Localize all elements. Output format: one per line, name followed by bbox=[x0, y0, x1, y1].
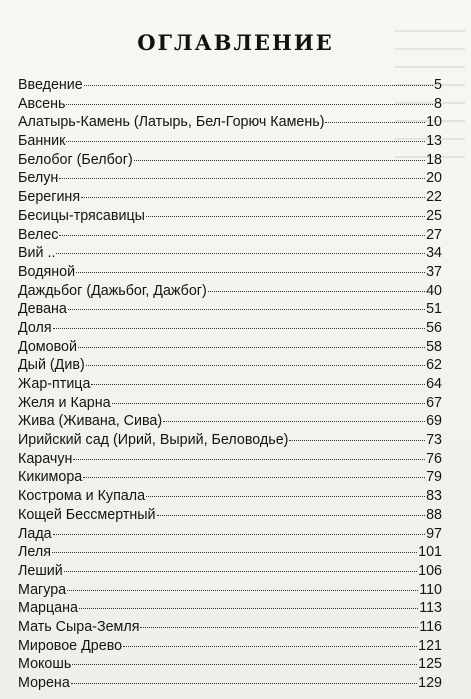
dot-leader bbox=[72, 664, 417, 665]
toc-entry-page: 10 bbox=[426, 114, 442, 131]
toc-entry-page: 88 bbox=[426, 506, 442, 523]
toc-entry-page: 25 bbox=[426, 207, 442, 224]
dot-leader bbox=[325, 122, 425, 123]
toc-entry-title: Мать Сыра-Земля bbox=[18, 618, 140, 635]
toc-entry bbox=[18, 226, 442, 245]
toc-entry-page: 34 bbox=[426, 245, 442, 262]
toc-entry-page: 58 bbox=[426, 338, 442, 355]
toc-entry bbox=[18, 506, 442, 525]
toc-entry-title: Берегиня bbox=[18, 189, 81, 206]
toc-entry-title: Леший bbox=[18, 562, 63, 579]
dot-leader bbox=[86, 365, 425, 366]
toc-entry-page: 116 bbox=[419, 618, 442, 635]
toc-entry-title: Кикимора bbox=[18, 469, 83, 486]
dot-leader bbox=[157, 515, 426, 516]
toc-entry-title: Алатырь-Камень (Латырь, Бел-Горюч Камень) bbox=[18, 114, 325, 131]
toc-entry-page: 121 bbox=[418, 637, 442, 654]
toc-entry-title: Даждьбог (Дажьбог, Дажбог) bbox=[18, 282, 207, 299]
dot-leader bbox=[53, 328, 426, 329]
toc-entry-title: Мировое Древо bbox=[18, 637, 123, 654]
toc-entry-page: 8 bbox=[434, 95, 442, 112]
toc-entry bbox=[18, 300, 442, 319]
toc-entry-title: Авсень bbox=[18, 95, 66, 112]
dot-leader bbox=[64, 571, 417, 572]
toc-entry bbox=[18, 655, 442, 674]
toc-entry-page: 83 bbox=[426, 488, 442, 505]
toc-entry bbox=[18, 151, 442, 170]
toc-entry-page: 67 bbox=[426, 394, 442, 411]
toc-entry-title: Морена bbox=[18, 675, 70, 691]
toc-entry-page: 113 bbox=[419, 600, 442, 617]
toc-entry bbox=[18, 188, 442, 207]
dot-leader bbox=[91, 384, 425, 385]
toc-entry-title: Банник bbox=[18, 133, 66, 150]
toc-entry bbox=[18, 468, 442, 487]
toc-entry bbox=[18, 375, 442, 394]
toc-entry-title: Вий .. bbox=[18, 245, 56, 262]
toc-entry bbox=[18, 263, 442, 282]
dot-leader bbox=[68, 309, 425, 310]
dot-leader bbox=[208, 291, 425, 292]
toc-entry-page: 40 bbox=[426, 282, 442, 299]
toc-entry bbox=[18, 618, 442, 637]
toc-entry-page: 22 bbox=[426, 189, 442, 206]
dot-leader bbox=[79, 608, 418, 609]
toc-entry-page: 5 bbox=[434, 77, 442, 93]
dot-leader bbox=[146, 216, 425, 217]
page-title: ОГЛАВЛЕНИЕ bbox=[137, 30, 334, 55]
toc-entry bbox=[18, 674, 442, 693]
toc-entry-page: 18 bbox=[426, 151, 442, 168]
toc-entry-page: 110 bbox=[419, 581, 442, 598]
toc-entry-page: 20 bbox=[426, 170, 442, 187]
dot-leader bbox=[53, 534, 425, 535]
dot-leader bbox=[84, 85, 433, 86]
toc-entry bbox=[18, 412, 442, 431]
dot-leader bbox=[140, 627, 418, 628]
dot-leader bbox=[78, 347, 425, 348]
toc-entry-page: 106 bbox=[418, 562, 442, 579]
dot-leader bbox=[66, 104, 433, 105]
toc-entry bbox=[18, 132, 442, 151]
dot-leader bbox=[67, 590, 418, 591]
toc-entry bbox=[18, 562, 442, 581]
toc-entry-page: 97 bbox=[426, 525, 442, 542]
toc-entry-title: Бесицы-трясавицы bbox=[18, 207, 145, 224]
toc-entry-page: 69 bbox=[426, 413, 442, 430]
toc-entry-title: Леля bbox=[18, 544, 51, 561]
toc-entry-title: Кострома и Купала bbox=[18, 488, 146, 505]
toc-entry-title: Желя и Карна bbox=[18, 394, 111, 411]
dot-leader bbox=[52, 552, 417, 553]
dot-leader bbox=[73, 459, 425, 460]
toc-entry-page: 51 bbox=[426, 301, 442, 318]
toc-entry-page: 101 bbox=[418, 544, 442, 561]
toc-entry bbox=[18, 169, 442, 188]
toc-entry-title: Дый (Див) bbox=[18, 357, 85, 374]
toc-entry-title: Водяной bbox=[18, 263, 76, 280]
toc-entry-title: Кощей Бессмертный bbox=[18, 506, 156, 523]
toc-entry-page: 13 bbox=[426, 133, 442, 150]
toc-entry-title: Девана bbox=[18, 301, 67, 318]
toc-entry-title: Мокошь bbox=[18, 656, 72, 673]
toc-entry-title: Марцана bbox=[18, 600, 78, 617]
toc-entry-page: 129 bbox=[418, 675, 442, 691]
toc-entry-page: 27 bbox=[426, 226, 442, 243]
toc-entry bbox=[18, 113, 442, 132]
toc-entry-page: 125 bbox=[418, 656, 442, 673]
toc-entry-title: Введение bbox=[18, 77, 83, 93]
dot-leader bbox=[163, 421, 425, 422]
toc-entry-title: Жар-птица bbox=[18, 376, 91, 392]
dot-leader bbox=[81, 197, 425, 198]
toc-entry bbox=[18, 282, 442, 301]
toc-entry bbox=[18, 431, 442, 450]
toc-entry bbox=[18, 581, 442, 600]
toc-entry-title: Домовой bbox=[18, 338, 77, 355]
toc-entry bbox=[18, 356, 442, 375]
toc-entry-title: Лада bbox=[18, 525, 52, 542]
toc-entry bbox=[18, 450, 442, 469]
toc-entry-title: Белун bbox=[18, 170, 59, 187]
toc-entry-page: 64 bbox=[426, 376, 442, 392]
toc-entry-title: Белобог (Белбог) bbox=[18, 151, 133, 168]
dot-leader bbox=[76, 272, 425, 273]
dot-leader bbox=[66, 141, 425, 142]
toc-entry bbox=[18, 637, 442, 656]
dot-leader bbox=[83, 477, 425, 478]
toc-entry bbox=[18, 338, 442, 357]
toc-entry-title: Велес bbox=[18, 226, 59, 243]
toc-entry bbox=[18, 599, 442, 618]
toc-entry-page: 76 bbox=[426, 450, 442, 467]
dot-leader bbox=[59, 235, 425, 236]
toc-entry-title: Доля bbox=[18, 319, 52, 336]
toc-entry bbox=[18, 394, 442, 413]
toc-entry bbox=[18, 76, 442, 95]
toc-entry-page: 79 bbox=[426, 469, 442, 486]
dot-leader bbox=[56, 253, 425, 254]
toc-entry bbox=[18, 207, 442, 226]
dot-leader bbox=[71, 683, 417, 684]
toc-entry-page: 73 bbox=[426, 432, 442, 449]
toc-entry bbox=[18, 95, 442, 114]
toc-entry bbox=[18, 525, 442, 544]
toc-entry-title: Жива (Живана, Сива) bbox=[18, 413, 163, 430]
dot-leader bbox=[59, 178, 425, 179]
dot-leader bbox=[289, 440, 425, 441]
toc-entry-page: 37 bbox=[426, 263, 442, 280]
toc-entry-title: Ирийский сад (Ирий, Вырий, Беловодье) bbox=[18, 432, 289, 449]
toc-entry-page: 56 bbox=[426, 319, 442, 336]
toc-entry bbox=[18, 244, 442, 263]
toc-entry-title: Карачун bbox=[18, 450, 73, 467]
dot-leader bbox=[146, 496, 425, 497]
toc-entry-page: 62 bbox=[426, 357, 442, 374]
table-of-contents bbox=[18, 76, 442, 693]
dot-leader bbox=[112, 403, 425, 404]
dot-leader bbox=[134, 160, 425, 161]
toc-entry bbox=[18, 543, 442, 562]
toc-entry bbox=[18, 319, 442, 338]
toc-entry bbox=[18, 487, 442, 506]
dot-leader bbox=[123, 646, 417, 647]
toc-entry-title: Магура bbox=[18, 581, 67, 598]
